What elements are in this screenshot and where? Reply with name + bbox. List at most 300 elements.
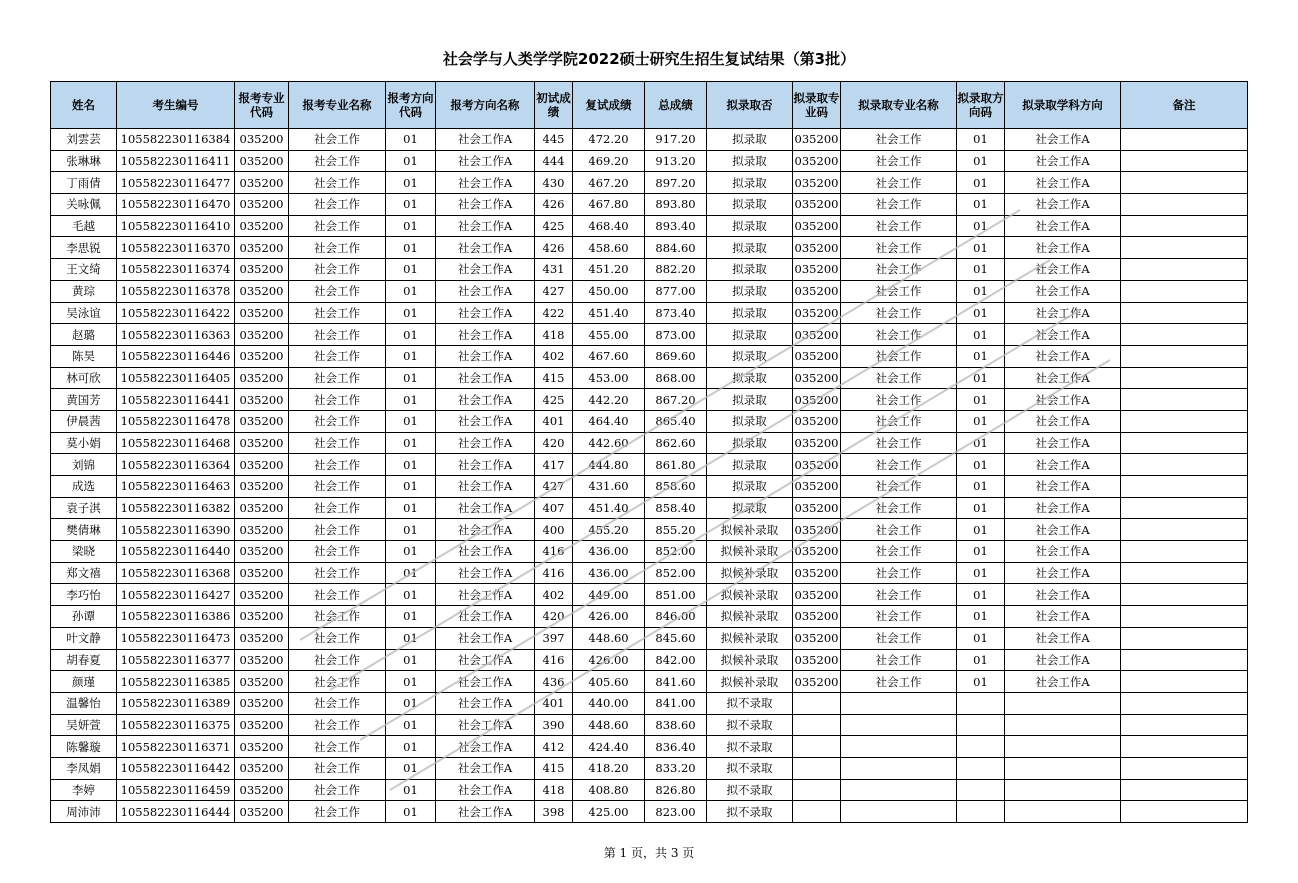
cell-dir: 社会工作A: [436, 194, 535, 216]
cell-name: 李凤娟: [51, 757, 117, 779]
cell-dir: 社会工作A: [436, 497, 535, 519]
cell-total: 858.60: [645, 476, 707, 498]
cell-prelim: 412: [535, 736, 573, 758]
cell-adm-dir: 社会工作A: [1005, 584, 1121, 606]
cell-major-code: 035200: [235, 562, 289, 584]
cell-id: 105582230116371: [117, 736, 235, 758]
cell-name: 叶文静: [51, 627, 117, 649]
cell-note: [1121, 259, 1248, 281]
cell-adm-major: 社会工作: [841, 259, 957, 281]
cell-major: 社会工作: [289, 345, 386, 367]
cell-major-code: 035200: [235, 454, 289, 476]
cell-name: 张琳琳: [51, 150, 117, 172]
cell-adm-major: 社会工作: [841, 584, 957, 606]
cell-dir: 社会工作A: [436, 519, 535, 541]
cell-name: 丁雨倩: [51, 172, 117, 194]
cell-major: 社会工作: [289, 324, 386, 346]
cell-name: 毛越: [51, 215, 117, 237]
cell-major-code: 035200: [235, 389, 289, 411]
cell-dir: 社会工作A: [436, 454, 535, 476]
cell-name: 陈馨璇: [51, 736, 117, 758]
cell-total: 841.60: [645, 671, 707, 693]
cell-name: 周沛沛: [51, 801, 117, 823]
cell-adm-dir: 社会工作A: [1005, 627, 1121, 649]
cell-adm-dir-code: [957, 714, 1005, 736]
cell-adm-dir-code: 01: [957, 584, 1005, 606]
cell-dir: 社会工作A: [436, 801, 535, 823]
cell-adm-major: [841, 692, 957, 714]
cell-total: 877.00: [645, 280, 707, 302]
cell-name: 吴泳谊: [51, 302, 117, 324]
table-row: [51, 432, 1248, 454]
cell-adm-dir: 社会工作A: [1005, 150, 1121, 172]
cell-major-code: 035200: [235, 649, 289, 671]
cell-adm-dir: 社会工作A: [1005, 324, 1121, 346]
cell-adm-major-code: 035200: [793, 129, 841, 151]
cell-note: [1121, 280, 1248, 302]
cell-adm-major: 社会工作: [841, 432, 957, 454]
cell-major-code: 035200: [235, 801, 289, 823]
cell-dir-code: 01: [386, 627, 436, 649]
cell-status: 拟录取: [707, 497, 793, 519]
cell-note: [1121, 237, 1248, 259]
cell-major-code: 035200: [235, 432, 289, 454]
cell-status: 拟候补录取: [707, 541, 793, 563]
cell-major: 社会工作: [289, 367, 386, 389]
cell-retest: 442.20: [573, 389, 645, 411]
table-row: [51, 302, 1248, 324]
cell-id: 105582230116378: [117, 280, 235, 302]
cell-major: 社会工作: [289, 476, 386, 498]
cell-prelim: 402: [535, 345, 573, 367]
cell-adm-major-code: 035200: [793, 410, 841, 432]
cell-dir-code: 01: [386, 367, 436, 389]
cell-adm-major: 社会工作: [841, 410, 957, 432]
table-row: [51, 584, 1248, 606]
cell-name: 刘雲芸: [51, 129, 117, 151]
table-row: [51, 389, 1248, 411]
cell-total: 845.60: [645, 627, 707, 649]
cell-major: 社会工作: [289, 627, 386, 649]
cell-adm-dir: 社会工作A: [1005, 541, 1121, 563]
cell-adm-dir-code: 01: [957, 345, 1005, 367]
cell-adm-dir-code: 01: [957, 476, 1005, 498]
cell-name: 刘锦: [51, 454, 117, 476]
cell-adm-major-code: 035200: [793, 541, 841, 563]
cell-name: 颜瑾: [51, 671, 117, 693]
cell-major-code: 035200: [235, 714, 289, 736]
col-header: 报考专业代码: [235, 82, 289, 129]
table-row: [51, 779, 1248, 801]
cell-adm-dir-code: 01: [957, 324, 1005, 346]
cell-major-code: 035200: [235, 259, 289, 281]
cell-status: 拟录取: [707, 389, 793, 411]
cell-note: [1121, 801, 1248, 823]
cell-adm-dir-code: 01: [957, 367, 1005, 389]
cell-adm-dir: 社会工作A: [1005, 259, 1121, 281]
cell-adm-major: 社会工作: [841, 519, 957, 541]
cell-adm-major-code: [793, 801, 841, 823]
cell-adm-major-code: 035200: [793, 497, 841, 519]
cell-adm-dir: 社会工作A: [1005, 432, 1121, 454]
cell-adm-major: [841, 801, 957, 823]
cell-adm-dir: 社会工作A: [1005, 562, 1121, 584]
cell-major: 社会工作: [289, 237, 386, 259]
cell-id: 105582230116427: [117, 584, 235, 606]
table-row: [51, 345, 1248, 367]
cell-total: 917.20: [645, 129, 707, 151]
cell-adm-major-code: 035200: [793, 432, 841, 454]
cell-note: [1121, 757, 1248, 779]
cell-total: 873.00: [645, 324, 707, 346]
cell-adm-dir-code: 01: [957, 562, 1005, 584]
cell-dir: 社会工作A: [436, 627, 535, 649]
cell-major: 社会工作: [289, 432, 386, 454]
cell-dir-code: 01: [386, 476, 436, 498]
cell-status: 拟录取: [707, 410, 793, 432]
cell-prelim: 420: [535, 432, 573, 454]
cell-dir: 社会工作A: [436, 172, 535, 194]
cell-note: [1121, 129, 1248, 151]
cell-prelim: 444: [535, 150, 573, 172]
cell-major-code: 035200: [235, 736, 289, 758]
cell-adm-major: 社会工作: [841, 367, 957, 389]
cell-name: 关咏佩: [51, 194, 117, 216]
cell-major-code: 035200: [235, 584, 289, 606]
cell-adm-major: 社会工作: [841, 649, 957, 671]
cell-note: [1121, 324, 1248, 346]
cell-major-code: 035200: [235, 367, 289, 389]
cell-note: [1121, 606, 1248, 628]
table-row: [51, 367, 1248, 389]
cell-adm-major-code: 035200: [793, 215, 841, 237]
cell-dir: 社会工作A: [436, 432, 535, 454]
cell-dir-code: 01: [386, 779, 436, 801]
cell-dir-code: 01: [386, 432, 436, 454]
cell-adm-major: 社会工作: [841, 280, 957, 302]
cell-note: [1121, 345, 1248, 367]
cell-adm-dir-code: [957, 736, 1005, 758]
cell-name: 孙谭: [51, 606, 117, 628]
cell-adm-major: 社会工作: [841, 541, 957, 563]
cell-name: 郑文禧: [51, 562, 117, 584]
cell-major-code: 035200: [235, 410, 289, 432]
cell-id: 105582230116473: [117, 627, 235, 649]
cell-dir: 社会工作A: [436, 410, 535, 432]
cell-major-code: 035200: [235, 692, 289, 714]
cell-status: 拟候补录取: [707, 627, 793, 649]
results-table: [50, 81, 1248, 823]
cell-dir-code: 01: [386, 129, 436, 151]
cell-dir-code: 01: [386, 194, 436, 216]
cell-dir: 社会工作A: [436, 345, 535, 367]
cell-prelim: 427: [535, 476, 573, 498]
cell-status: 拟候补录取: [707, 671, 793, 693]
cell-adm-dir: 社会工作A: [1005, 497, 1121, 519]
cell-dir-code: 01: [386, 671, 436, 693]
cell-adm-major: [841, 779, 957, 801]
cell-total: 893.80: [645, 194, 707, 216]
cell-id: 105582230116470: [117, 194, 235, 216]
cell-name: 伊晨茜: [51, 410, 117, 432]
cell-status: 拟录取: [707, 194, 793, 216]
cell-total: 893.40: [645, 215, 707, 237]
cell-major: 社会工作: [289, 541, 386, 563]
cell-total: 858.40: [645, 497, 707, 519]
cell-adm-dir: 社会工作A: [1005, 280, 1121, 302]
cell-dir-code: 01: [386, 410, 436, 432]
cell-adm-major-code: 035200: [793, 606, 841, 628]
cell-status: 拟录取: [707, 215, 793, 237]
cell-major: 社会工作: [289, 671, 386, 693]
table-row: [51, 129, 1248, 151]
cell-retest: 469.20: [573, 150, 645, 172]
cell-status: 拟候补录取: [707, 562, 793, 584]
cell-dir: 社会工作A: [436, 584, 535, 606]
cell-status: 拟候补录取: [707, 584, 793, 606]
cell-note: [1121, 150, 1248, 172]
cell-retest: 425.00: [573, 801, 645, 823]
cell-name: 黄国芳: [51, 389, 117, 411]
cell-dir-code: 01: [386, 584, 436, 606]
cell-adm-major: 社会工作: [841, 389, 957, 411]
cell-dir-code: 01: [386, 801, 436, 823]
cell-dir-code: 01: [386, 215, 436, 237]
cell-major: 社会工作: [289, 389, 386, 411]
cell-prelim: 401: [535, 692, 573, 714]
cell-adm-major-code: [793, 779, 841, 801]
cell-adm-dir: 社会工作A: [1005, 519, 1121, 541]
cell-prelim: 400: [535, 519, 573, 541]
cell-note: [1121, 671, 1248, 693]
cell-id: 105582230116405: [117, 367, 235, 389]
cell-major-code: 035200: [235, 172, 289, 194]
cell-dir-code: 01: [386, 454, 436, 476]
cell-id: 105582230116368: [117, 562, 235, 584]
table-row: [51, 194, 1248, 216]
cell-id: 105582230116463: [117, 476, 235, 498]
cell-note: [1121, 302, 1248, 324]
cell-retest: 467.80: [573, 194, 645, 216]
cell-adm-dir-code: 01: [957, 519, 1005, 541]
cell-note: [1121, 649, 1248, 671]
cell-prelim: 425: [535, 215, 573, 237]
cell-note: [1121, 692, 1248, 714]
cell-adm-dir-code: 01: [957, 237, 1005, 259]
cell-dir: 社会工作A: [436, 259, 535, 281]
table-row: [51, 454, 1248, 476]
cell-adm-major: 社会工作: [841, 562, 957, 584]
cell-total: 823.00: [645, 801, 707, 823]
cell-adm-major: 社会工作: [841, 627, 957, 649]
cell-major: 社会工作: [289, 714, 386, 736]
cell-total: 855.20: [645, 519, 707, 541]
cell-dir: 社会工作A: [436, 714, 535, 736]
cell-retest: 450.00: [573, 280, 645, 302]
table-body: [51, 129, 1248, 823]
cell-prelim: 420: [535, 606, 573, 628]
cell-prelim: 445: [535, 129, 573, 151]
cell-total: 842.00: [645, 649, 707, 671]
cell-name: 黄琮: [51, 280, 117, 302]
cell-dir: 社会工作A: [436, 736, 535, 758]
cell-prelim: 416: [535, 541, 573, 563]
cell-retest: 468.40: [573, 215, 645, 237]
cell-name: 莫小娟: [51, 432, 117, 454]
cell-adm-major-code: [793, 736, 841, 758]
cell-retest: 472.20: [573, 129, 645, 151]
cell-adm-dir-code: 01: [957, 606, 1005, 628]
cell-major: 社会工作: [289, 562, 386, 584]
cell-prelim: 430: [535, 172, 573, 194]
table-row: [51, 280, 1248, 302]
cell-dir: 社会工作A: [436, 476, 535, 498]
cell-adm-dir-code: 01: [957, 150, 1005, 172]
cell-major: 社会工作: [289, 129, 386, 151]
cell-major-code: 035200: [235, 519, 289, 541]
cell-id: 105582230116384: [117, 129, 235, 151]
cell-adm-dir: 社会工作A: [1005, 215, 1121, 237]
cell-major-code: 035200: [235, 302, 289, 324]
cell-name: 林可欣: [51, 367, 117, 389]
cell-adm-major: 社会工作: [841, 172, 957, 194]
cell-retest: 451.40: [573, 497, 645, 519]
cell-name: 李巧怡: [51, 584, 117, 606]
table-row: [51, 259, 1248, 281]
cell-adm-major-code: [793, 692, 841, 714]
cell-adm-dir: 社会工作A: [1005, 129, 1121, 151]
cell-total: 897.20: [645, 172, 707, 194]
cell-note: [1121, 410, 1248, 432]
cell-dir: 社会工作A: [436, 215, 535, 237]
cell-note: [1121, 519, 1248, 541]
cell-major: 社会工作: [289, 194, 386, 216]
cell-dir-code: 01: [386, 389, 436, 411]
cell-total: 846.00: [645, 606, 707, 628]
col-header: 报考专业名称: [289, 82, 386, 129]
page-footer: 第 1 页，共 3 页: [603, 846, 695, 860]
cell-adm-major-code: 035200: [793, 562, 841, 584]
cell-retest: 424.40: [573, 736, 645, 758]
cell-dir-code: 01: [386, 692, 436, 714]
cell-dir: 社会工作A: [436, 302, 535, 324]
cell-status: 拟录取: [707, 172, 793, 194]
cell-prelim: 416: [535, 562, 573, 584]
cell-prelim: 422: [535, 302, 573, 324]
cell-major: 社会工作: [289, 779, 386, 801]
cell-total: 869.60: [645, 345, 707, 367]
cell-retest: 436.00: [573, 562, 645, 584]
cell-retest: 453.00: [573, 367, 645, 389]
cell-adm-major-code: 035200: [793, 302, 841, 324]
cell-major-code: 035200: [235, 324, 289, 346]
cell-name: 吴妍萱: [51, 714, 117, 736]
cell-status: 拟录取: [707, 367, 793, 389]
cell-retest: 408.80: [573, 779, 645, 801]
cell-adm-major-code: 035200: [793, 519, 841, 541]
cell-adm-major-code: 035200: [793, 627, 841, 649]
cell-total: 841.00: [645, 692, 707, 714]
cell-adm-major-code: 035200: [793, 324, 841, 346]
cell-adm-major-code: 035200: [793, 150, 841, 172]
cell-dir: 社会工作A: [436, 562, 535, 584]
cell-prelim: 401: [535, 410, 573, 432]
col-header: 拟录取否: [707, 82, 793, 129]
cell-adm-dir-code: 01: [957, 172, 1005, 194]
cell-retest: 431.60: [573, 476, 645, 498]
cell-retest: 405.60: [573, 671, 645, 693]
cell-major-code: 035200: [235, 129, 289, 151]
table-row: [51, 410, 1248, 432]
cell-adm-dir: 社会工作A: [1005, 410, 1121, 432]
cell-adm-major-code: [793, 757, 841, 779]
cell-total: 836.40: [645, 736, 707, 758]
cell-retest: 444.80: [573, 454, 645, 476]
cell-dir-code: 01: [386, 606, 436, 628]
cell-adm-dir-code: 01: [957, 280, 1005, 302]
cell-prelim: 436: [535, 671, 573, 693]
cell-adm-major-code: 035200: [793, 259, 841, 281]
cell-id: 105582230116468: [117, 432, 235, 454]
cell-adm-major: 社会工作: [841, 345, 957, 367]
cell-name: 胡春夏: [51, 649, 117, 671]
cell-total: 838.60: [645, 714, 707, 736]
cell-adm-dir: 社会工作A: [1005, 194, 1121, 216]
cell-adm-major-code: 035200: [793, 649, 841, 671]
cell-id: 105582230116440: [117, 541, 235, 563]
cell-major: 社会工作: [289, 497, 386, 519]
cell-id: 105582230116446: [117, 345, 235, 367]
cell-status: 拟录取: [707, 302, 793, 324]
cell-id: 105582230116364: [117, 454, 235, 476]
cell-id: 105582230116410: [117, 215, 235, 237]
cell-adm-dir: 社会工作A: [1005, 476, 1121, 498]
table-row: [51, 562, 1248, 584]
cell-adm-dir-code: 01: [957, 671, 1005, 693]
cell-adm-major: 社会工作: [841, 237, 957, 259]
cell-adm-major: 社会工作: [841, 129, 957, 151]
table-row: [51, 237, 1248, 259]
cell-note: [1121, 367, 1248, 389]
cell-adm-dir: 社会工作A: [1005, 367, 1121, 389]
col-header: 拟录取专业名称: [841, 82, 957, 129]
table-row: [51, 801, 1248, 823]
cell-adm-major-code: 035200: [793, 237, 841, 259]
cell-id: 105582230116459: [117, 779, 235, 801]
cell-major-code: 035200: [235, 627, 289, 649]
cell-status: 拟候补录取: [707, 519, 793, 541]
cell-major: 社会工作: [289, 692, 386, 714]
table-row: [51, 649, 1248, 671]
cell-dir-code: 01: [386, 237, 436, 259]
col-header: 总成绩: [645, 82, 707, 129]
cell-total: 851.00: [645, 584, 707, 606]
cell-retest: 426.00: [573, 606, 645, 628]
cell-adm-dir-code: 01: [957, 541, 1005, 563]
cell-dir-code: 01: [386, 302, 436, 324]
cell-name: 赵璐: [51, 324, 117, 346]
cell-name: 袁子淇: [51, 497, 117, 519]
cell-retest: 448.60: [573, 627, 645, 649]
cell-status: 拟录取: [707, 476, 793, 498]
cell-adm-dir: 社会工作A: [1005, 345, 1121, 367]
cell-adm-major-code: 035200: [793, 584, 841, 606]
cell-adm-dir-code: [957, 757, 1005, 779]
cell-dir-code: 01: [386, 562, 436, 584]
cell-major-code: 035200: [235, 150, 289, 172]
cell-adm-major-code: 035200: [793, 172, 841, 194]
cell-total: 882.20: [645, 259, 707, 281]
